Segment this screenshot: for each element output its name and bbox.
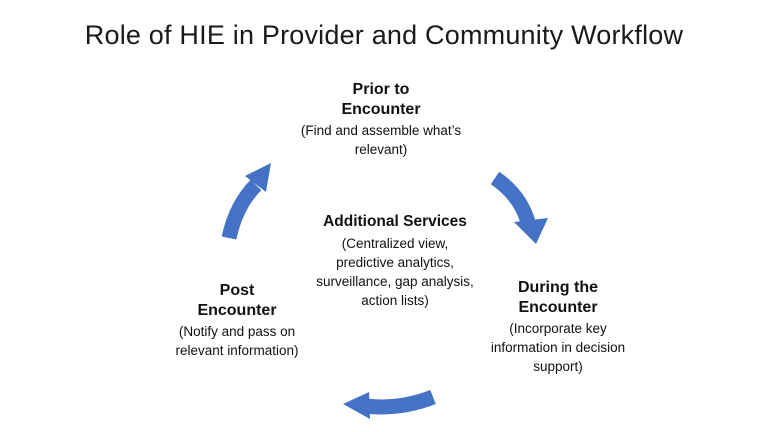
stage-description: support) (533, 359, 583, 374)
curved-arrow-left-up-icon (229, 163, 271, 238)
stage-description: action lists) (361, 293, 429, 308)
stage-heading: Additional Services (323, 213, 467, 230)
stage-heading: Encounter (341, 101, 421, 118)
curved-arrow-bottom-left-icon (343, 392, 433, 419)
stage-heading: Post (219, 282, 255, 299)
stage-description: surveillance, gap analysis, (316, 274, 474, 289)
stage-heading: Encounter (197, 302, 277, 319)
stage-description: (Notify and pass on (178, 324, 296, 339)
stage-description: predictive analytics, (336, 255, 454, 270)
stage-during-the-encounter (465, 278, 651, 376)
stage-heading: Encounter (518, 299, 598, 316)
stage-description: relevant information) (175, 343, 299, 358)
curved-arrow-right-down-icon (495, 178, 548, 244)
stage-description: information in decision (490, 340, 626, 355)
stage-description: (Centralized view, (341, 236, 449, 251)
stage-prior-to-encounter (281, 80, 481, 159)
page-title: Role of HIE in Provider and Community Workflow (84, 20, 684, 50)
stage-heading: During the (518, 279, 598, 296)
stage-description: relevant) (354, 142, 408, 157)
stage-description: (Find and assemble what’s (300, 123, 462, 138)
stage-post-encounter (152, 281, 322, 360)
stage-description: (Incorporate key (509, 321, 607, 336)
stage-heading: Prior to (352, 81, 410, 98)
